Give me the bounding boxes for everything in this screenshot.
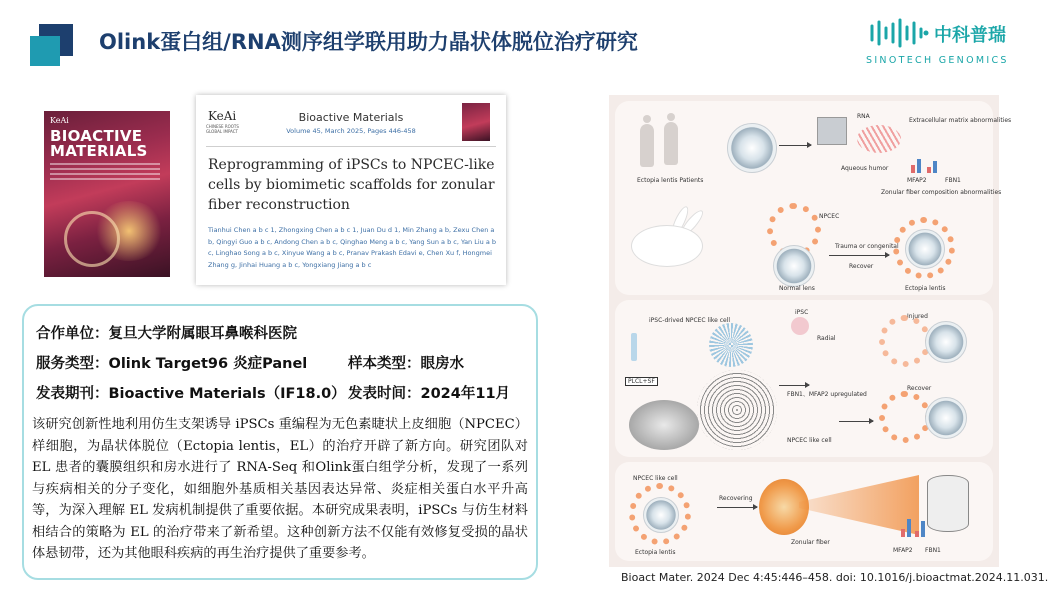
radial-scaffold <box>697 370 777 450</box>
page-title: Olink蛋白组/RNA测序组学联用助力晶状体脱位治疗研究 <box>99 30 638 54</box>
study-summary: 该研究创新性地利用仿生支架诱导 iPSCs 重编程为无色素睫状上皮细胞（NPCEC）样细胞，为晶状体脱位（Ectopia lentis，EL）的治疗开辟了新方向。研究团队对 EL 患者的囊膜组织和房水进行了 RNA-Seq 和Olink蛋白组学分析，发现了一系列与疾病相关的分子变化，如细胞外基质相关基因表达异常、炎症相关蛋白水平升高等，为深入理解 EL 发病机制提供了重要依据。本研究成果表明，iPSCs 与仿生材料相结合的策略为 EL 的治疗带来了新希望。这种创新方法不仅能有效修复受损的晶状体悬韧带，还为其他眼科疾病的再生治疗提供了重要参考。 <box>32 417 528 561</box>
label-zonular-composition: Zonular fiber composition abnormalities <box>881 189 1002 196</box>
label-fbn1-b: FBN1 <box>925 547 941 554</box>
injured-ring <box>879 315 931 367</box>
mfap2-mini-bars <box>909 155 939 173</box>
article-divider <box>206 146 496 147</box>
label-recover: Recover <box>849 263 874 270</box>
arrow-to-sequencing <box>779 145 811 146</box>
partner-label: 合作单位： <box>36 326 109 342</box>
label-trauma: Trauma or congenital <box>835 243 899 250</box>
recovered-eye <box>925 397 967 439</box>
article-title: Reprogramming of iPSCs to NPCEC-like cells by biomimetic scaffolds for zonular fiber reconstruction <box>208 157 495 213</box>
label-npcec-like-2: NPCEC like cell <box>633 475 678 482</box>
normal-lens-eye <box>773 245 815 287</box>
logo-english-name: SINOTECH GENOMICS <box>866 55 1009 66</box>
recovered-ring <box>879 391 931 443</box>
arrow-trauma <box>829 255 889 256</box>
article-publisher-logo: KeAi <box>208 109 237 123</box>
cover-title: BIOACTIVE MATERIALS <box>50 127 148 160</box>
article-authors[interactable]: Tianhui Chen a b c 1, Zhongxing Chen a b c 1, Juan Du d 1, Min Zhang a b, Zexu Chen a b, Qingyi Guo a b c, Andong Chen a b c, Qinghao Meng a b c, Yang Sun a b c, Yan Liu a b c, Linghao Song a b c, Xinyue Wang a b c, Pranav Prakash Edavi e, Chen Xu f, Hongmei Zhang g, Jinhai Huang a b c, Yongxiang Jiang a b c <box>208 226 497 269</box>
label-radial: Radial <box>817 335 836 342</box>
fiber-cylinder <box>927 475 969 532</box>
patient-figure-2 <box>663 113 679 165</box>
label-zonular-fiber: Zonular fiber <box>791 539 830 546</box>
date-label: 发表时间： <box>348 386 421 402</box>
recovery-eye <box>643 497 679 533</box>
cover-illustration-ring <box>64 211 120 267</box>
partner-row <box>36 322 297 343</box>
service-row <box>36 352 307 373</box>
culture-dish <box>629 400 699 450</box>
arrow-recovering <box>717 507 757 508</box>
injured-eye <box>925 321 967 363</box>
rabbit-model <box>631 225 703 267</box>
protein-mini-bars <box>899 515 927 537</box>
cover-publisher: KeAi <box>50 116 69 125</box>
company-logo <box>866 16 1026 72</box>
label-ecm: Extracellular matrix abnormalities <box>909 117 1012 124</box>
label-recovering: Recovering <box>719 495 753 502</box>
label-rna: RNA <box>857 113 870 120</box>
cover-text-lines <box>50 163 160 183</box>
sample-row <box>348 352 464 373</box>
partner-value: 复旦大学附属眼耳鼻喉科医院 <box>108 326 297 342</box>
label-injured: Injured <box>907 313 928 320</box>
label-npcec: NPCEC <box>819 213 840 220</box>
ecm-fibers <box>857 125 901 153</box>
header-decoration-teal-square <box>30 36 60 66</box>
syringe <box>631 333 637 361</box>
logo-chinese-name: 中科普瑞 <box>934 25 1006 46</box>
patient-eye <box>727 123 777 173</box>
article-cover-thumbnail <box>462 103 490 141</box>
label-ectopia-lens: Ectopia lentis <box>905 285 946 292</box>
ectopia-lens-eye <box>905 229 945 269</box>
sequencer-machine <box>817 117 847 145</box>
article-header-card <box>196 95 506 285</box>
label-ipsc: iPSC <box>795 309 809 316</box>
label-fbn1: FBN1 <box>945 177 961 184</box>
arrow-scaffold <box>779 385 809 386</box>
patient-figure-1 <box>639 115 655 167</box>
bar-wave-logo-icon <box>868 18 930 48</box>
journal-cover-image <box>44 111 170 277</box>
label-mfap2-b: MFAP2 <box>893 547 913 554</box>
radial-cell-fan <box>709 323 753 367</box>
arrow-recover <box>839 421 873 422</box>
label-normal-lens: Normal lens <box>779 285 815 292</box>
service-label: 服务类型： <box>36 356 109 372</box>
article-volume-link[interactable]: Volume 45, March 2025, Pages 446-458 <box>286 127 416 135</box>
article-journal-name: Bioactive Materials <box>298 111 404 124</box>
label-mfap2: MFAP2 <box>907 177 927 184</box>
journal-label: 发表期刊： <box>36 386 109 402</box>
article-publisher-tagline: CHINESE ROOTS GLOBAL IMPACT <box>206 124 239 134</box>
study-info-box <box>22 304 538 580</box>
sample-value: 眼房水 <box>420 356 464 372</box>
label-npcec-like: NPCEC like cell <box>787 437 832 444</box>
journal-value: Bioactive Materials（IF18.0） <box>108 386 346 402</box>
label-ectopia-lentis-2: Ectopia lentis <box>635 549 676 556</box>
label-fbn1-mfap2-up: FBN1、MFAP2 upregulated <box>787 391 867 398</box>
journal-row <box>36 382 346 403</box>
label-ipsc-derived: iPSC-drived NPCEC like cell <box>649 317 731 324</box>
label-aqueous: Aqueous humor <box>841 165 889 172</box>
label-recover-2: Recover <box>907 385 932 392</box>
date-row <box>348 382 510 403</box>
service-value: Olink Target96 炎症Panel <box>108 356 308 372</box>
label-patients: Ectopia lentis Patients <box>637 177 704 184</box>
ipsc-cell <box>791 317 809 335</box>
figure-citation: Bioact Mater. 2024 Dec 4:45:446–458. doi: 10.1016/j.bioactmat.2024.11.031. <box>621 571 1049 584</box>
date-value: 2024年11月 <box>420 386 511 402</box>
sample-label: 样本类型： <box>348 356 421 372</box>
graphical-abstract <box>609 95 1012 567</box>
label-plcl: PLCL+SF <box>625 377 658 386</box>
